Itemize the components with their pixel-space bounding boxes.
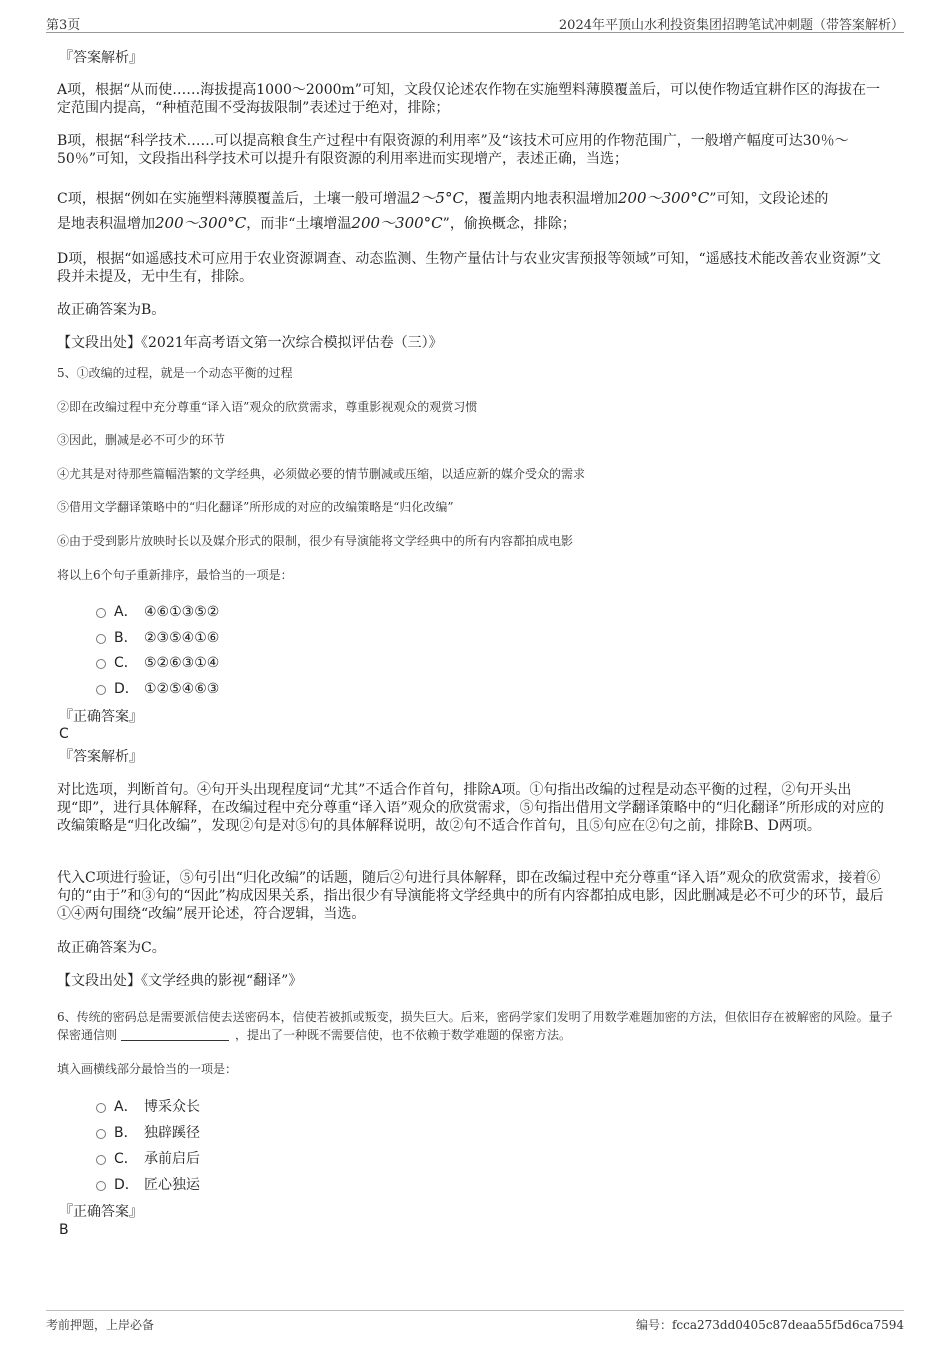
page-number: 第3页 <box>46 18 81 33</box>
analysis-option-d: D项，根据“如遥感技术可应用于农业资源调查、动态监测、生物产量估计与农业灾害预报等领域”可知，“遥感技术能改善农业资源”文段并未提及，无中生有，排除。 <box>57 251 881 285</box>
radio-button[interactable] <box>96 634 106 644</box>
source-citation: 【文段出处】《文学经典的影视“翻译”》 <box>57 973 303 989</box>
footer-slogan: 考前押题，上岸必备 <box>46 1318 155 1332</box>
radio-button[interactable] <box>96 608 106 618</box>
q5-sentence-6: ⑥由于受到影片放映时长以及媒介形式的限制，很少有导演能将文学经典中的所有内容都拍成电影 <box>57 534 574 548</box>
q5-analysis-paragraph-1: 对比选项，判断首句。④句开头出现程度词“尤其”不适合作首句，排除A项。①句指出改编的过程是动态平衡的过程，②句开头出现“即”，进行具体解释，在改编过程中充分尊重“译入语”观众的欣赏需求，⑤句指出借用文学翻译策略中的“归化翻译”所形成的对应的改编策略是“归化改编”，发现②句是对⑤句的具体解释说明，故②句不适合作首句，且⑤句应在②句之前，排除B、D两项。 <box>57 782 884 834</box>
source-citation: 【文段出处】《2021年高考语文第一次综合模拟评估卷（三）》 <box>57 335 443 351</box>
analysis-option-b: B项，根据“科学技术……可以提高粮食生产过程中有限资源的利用率”及“该技术可应用的作物范围广，一般增产幅度可达30％～50％”可知，文段指出科学技术可以提升有限资源的利用率进而实现增产，表述正确，当选； <box>57 133 849 167</box>
answer-value: C <box>59 726 69 742</box>
q5-sentence-5: ⑤借用文学翻译策略中的“归化翻译”所形成的对应的改编策略是“归化改编” <box>57 500 454 514</box>
radio-button[interactable] <box>96 659 106 669</box>
q5-sentence-2: ②即在改编过程中充分尊重“译入语”观众的欣赏需求，尊重影视观众的观赏习惯 <box>57 400 478 414</box>
radio-button[interactable] <box>96 1129 106 1139</box>
analysis-conclusion: 故正确答案为C。 <box>57 940 166 956</box>
analysis-option-c-line2: 是地表积温增加200～300°C，而非“土壤增温200～300°C”，偷换概念，排除； <box>57 214 576 232</box>
q6-option-c[interactable]: C． 承前启后 <box>96 1150 200 1168</box>
math-temp-range: 200～300°C <box>351 214 443 232</box>
analysis-option-a: A项，根据“从而使……海拔提高1000～2000m”可知，文段仅论述农作物在实施塑料薄膜覆盖后，可以使作物适宜耕作区的海拔在一定范围内提高，“种植范围不受海拔限制”表述过于绝对，排除； <box>57 82 880 116</box>
page-footer <box>46 1310 904 1335</box>
q5-option-c[interactable]: C． ⑤②⑥③①④ <box>96 654 219 672</box>
q5-analysis-paragraph-2: 代入C项进行验证，⑤句引出“归化改编”的话题，随后②句进行具体解释，即在改编过程中充分尊重“译入语”观众的欣赏需求，接着⑥句的“由于”和③句的“因此”构成因果关系，指出很少有导演能将文学经典中的所有内容都拍成电影，因此删减是必不可少的环节，最后①④两句围绕“改编”展开论述，符合逻辑，当选。 <box>57 870 884 922</box>
math-temp-range: 200～300°C <box>155 214 247 232</box>
q6-option-d[interactable]: D． 匠心独运 <box>96 1176 200 1194</box>
q6-option-a[interactable]: A． 博采众长 <box>96 1098 200 1116</box>
page-header <box>46 14 904 33</box>
q5-prompt: 将以上6个句子重新排序，最恰当的一项是： <box>57 568 293 582</box>
analysis-option-c <box>57 186 888 236</box>
radio-button[interactable] <box>96 1103 106 1113</box>
document-id: 编号：fcca273dd0405c87deaa55f5d6ca7594 <box>635 1318 904 1332</box>
radio-button[interactable] <box>96 685 106 695</box>
answer-label: 『正确答案』 <box>59 1204 143 1220</box>
answer-value: B <box>59 1222 69 1238</box>
fill-blank <box>121 1028 229 1041</box>
analysis-conclusion: 故正确答案为B。 <box>57 302 166 318</box>
q6-option-b[interactable]: B． 独辟蹊径 <box>96 1124 200 1142</box>
analysis-option-c-line1: C项，根据“例如在实施塑料薄膜覆盖后，土壤一般可增温2～5°C，覆盖期内地表积温增加200～300°C”可知，文段论述的 <box>57 189 829 207</box>
radio-button[interactable] <box>96 1155 106 1165</box>
q5-option-b[interactable]: B． ②③⑤④①⑥ <box>96 629 219 647</box>
analysis-label: 『答案解析』 <box>59 50 143 66</box>
q5-sentence-4: ④尤其是对待那些篇幅浩繁的文学经典，必须做必要的情节删减或压缩，以适应新的媒介受众的需求 <box>57 467 586 481</box>
answer-label: 『正确答案』 <box>59 709 143 725</box>
q5-sentence-3: ③因此，删减是必不可少的环节 <box>57 433 226 447</box>
math-temp-range: 200～300°C <box>617 189 710 207</box>
document-title: 2024年平顶山水利投资集团招聘笔试冲刺题（带答案解析） <box>558 18 904 33</box>
analysis-label: 『答案解析』 <box>59 749 143 765</box>
q5-option-d[interactable]: D． ①②⑤④⑥③ <box>96 680 219 698</box>
q6-prompt: 填入画横线部分最恰当的一项是： <box>57 1062 238 1076</box>
q5-sentence-1: 5、①改编的过程，就是一个动态平衡的过程 <box>57 366 293 380</box>
math-temp-range: 2～5°C <box>410 189 464 207</box>
q5-option-a[interactable]: A． ④⑥①③⑤② <box>96 603 219 621</box>
q6-stem: 6、传统的密码总是需要派信使去送密码本，信使若被抓或叛变，损失巨大。后来，密码学家们发明了用数学难题加密的方法，但依旧存在被解密的风险。量子保密通信则 ，提出了一种既不需要信使，也不依赖于数学难题的保密方法。 <box>57 1010 893 1042</box>
radio-button[interactable] <box>96 1181 106 1191</box>
